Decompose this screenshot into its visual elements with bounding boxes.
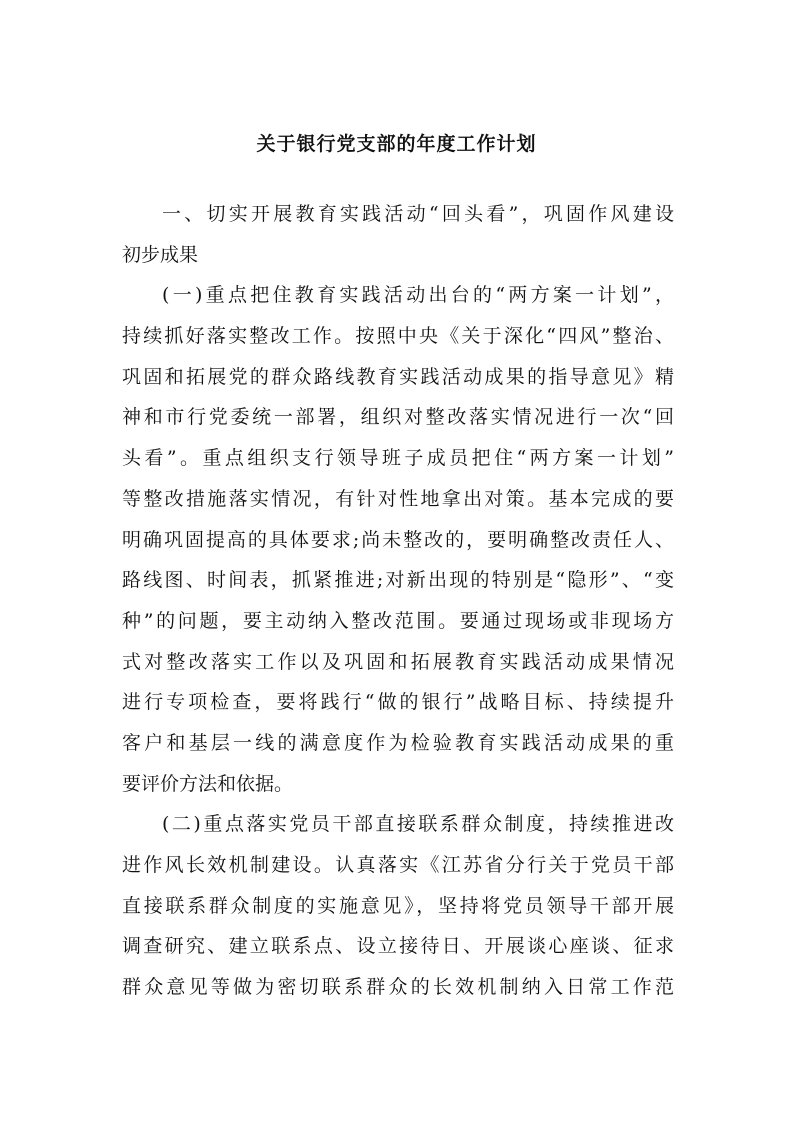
- document-title: 关于银行党支部的年度工作计划: [256, 133, 537, 155]
- text-line: 要评价方法和依据。: [122, 772, 294, 795]
- text-line: 客户和基层一线的满意度作为检验教育实践活动成果的重: [122, 731, 674, 754]
- text-line: 直接联系群众制度的实施意见》，坚持将党员领导干部开展: [122, 894, 674, 917]
- text-line: 等整改措施落实情况，有针对性地拿出对策。基本完成的要: [122, 487, 674, 510]
- text-line: 头看”。重点组织支行领导班子成员把住“两方案一计划”: [122, 447, 674, 470]
- text-line: 式对整改落实工作以及巩固和拓展教育实践活动成果情况: [122, 650, 674, 673]
- text-line: 进作风长效机制建设。认真落实《江苏省分行关于党员干部: [122, 854, 674, 876]
- text-line: 种”的问题，要主动纳入整改范围。要通过现场或非现场方: [122, 609, 674, 632]
- text-line: 群众意见等做为密切联系群众的长效机制纳入日常工作范: [122, 976, 674, 999]
- text-line: (一)重点把住教育实践活动出台的“两方案一计划”，: [162, 284, 674, 307]
- text-line: (二)重点落实党员干部直接联系群众制度，持续推进改: [162, 813, 674, 836]
- text-line: 初步成果: [122, 243, 199, 266]
- text-line: 明确巩固提高的具体要求;尚未整改的，要明确整改责任人、: [122, 528, 674, 551]
- heading-line: 一、切实开展教育实践活动“回头看”，巩固作风建设: [162, 203, 674, 225]
- document-body: [122, 194, 674, 1008]
- text-line: 路线图、时间表，抓紧推进;对新出现的特别是“隐形”、“变: [122, 569, 674, 592]
- text-line: 持续抓好落实整改工作。按照中央《关于深化“四风”整治、: [122, 325, 674, 348]
- text-line: 进行专项检查，要将践行“做的银行”战略目标、持续提升: [122, 691, 674, 714]
- text-line: 巩固和拓展党的群众路线教育实践活动成果的指导意见》精: [122, 365, 674, 388]
- text-line: 调查研究、建立联系点、设立接待日、开展谈心座谈、征求: [122, 935, 674, 958]
- text-line: 神和市行党委统一部署，组织对整改落实情况进行一次“回: [122, 406, 674, 429]
